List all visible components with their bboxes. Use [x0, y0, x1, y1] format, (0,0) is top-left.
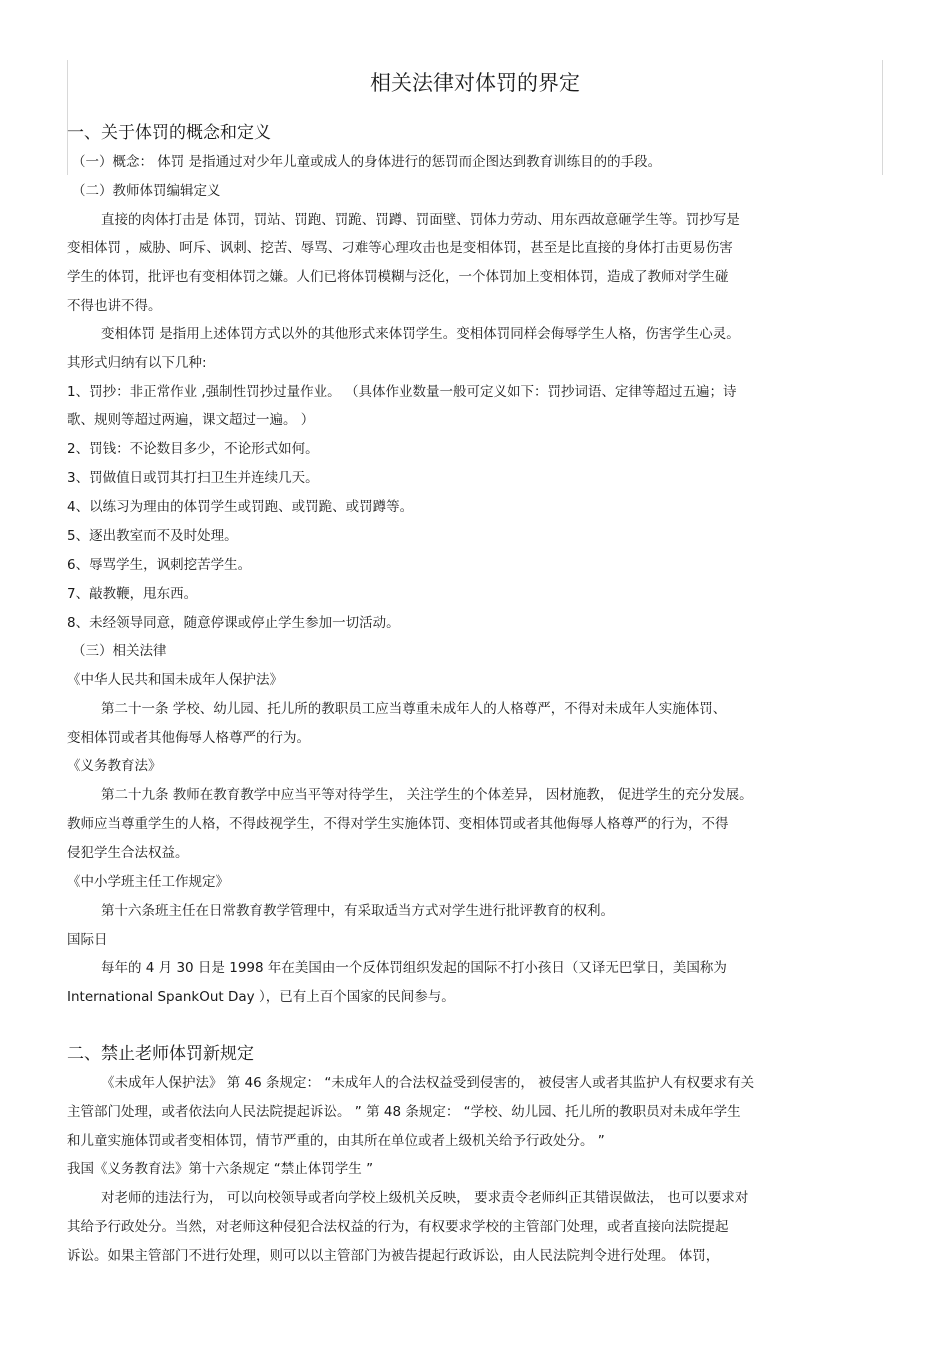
direct-punishment-line: 不得也讲不得。	[67, 298, 162, 314]
law-text: 侵犯学生合法权益。	[67, 845, 189, 861]
direct-punishment-line: 学生的体罚，批评也有变相体罚之嫌。人们已将体罚模糊与泛化，一个体罚加上变相体罚，造成了教师对学生碰	[67, 269, 729, 285]
direct-punishment-line: 变相体罚 ，威胁、呵斥、讽刺、挖苦、辱骂、刁难等心理攻击也是变相体罚，甚至是比直接的身体打击更易伤害	[67, 240, 733, 256]
form-item: 1、罚抄：非正常作业 ,强制性罚抄过量作业。 （具体作业数量一般可定义如下：罚抄词语、定律等超过五遍；诗	[67, 384, 737, 400]
form-item: 5、逐出教室而不及时处理。	[67, 528, 238, 544]
form-item: 6、辱骂学生，讽刺挖苦学生。	[67, 557, 252, 573]
regulation-text: 其给予行政处分。当然，对老师这种侵犯合法权益的行为，有权要求学校的主管部门处理，或者直接向法院提起	[67, 1219, 729, 1235]
regulation-text: 我国《义务教育法》第十六条规定 “禁止体罚学生 ”	[67, 1161, 374, 1177]
law-text: 变相体罚或者其他侮辱人格尊严的行为。	[67, 730, 310, 746]
section-2-heading: 二、禁止老师体罚新规定	[67, 1044, 254, 1064]
international-day-text: 每年的 4 月 30 日是 1998 年在美国由一个反体罚组织发起的国际不打小孩日（又译无巴掌日，美国称为	[101, 960, 727, 976]
form-item: 7、敲教鞭，甩东西。	[67, 586, 198, 602]
section-1-heading: 一、关于体罚的概念和定义	[67, 123, 271, 143]
form-item: 8、未经领导同意，随意停课或停止学生参加一切活动。	[67, 615, 400, 631]
law-title: 《义务教育法》	[67, 758, 162, 774]
law-text: 第十六条班主任在日常教育教学管理中，有采取适当方式对学生进行批评教育的权利。	[101, 903, 614, 919]
forms-intro: 其形式归纳有以下几种:	[67, 355, 207, 371]
law-title: 《中华人民共和国未成年人保护法》	[67, 672, 283, 688]
law-text: 教师应当尊重学生的人格，不得歧视学生，不得对学生实施体罚、变相体罚或者其他侮辱人格尊严的行为，不得	[67, 816, 729, 832]
teacher-definition-heading: （二）教师体罚编辑定义	[72, 183, 221, 199]
related-laws-heading: （三）相关法律	[72, 643, 167, 659]
document-title: 相关法律对体罚的界定	[370, 71, 580, 95]
international-day-title: 国际日	[67, 932, 108, 948]
international-day-text: International SpankOut Day ），已有上百个国家的民间参与。	[67, 989, 455, 1005]
regulation-text: 《未成年人保护法》 第 46 条规定： “未成年人的合法权益受到侵害的， 被侵害人或者其监护人有权要求有关	[101, 1075, 755, 1091]
form-item: 3、罚做值日或罚其打扫卫生并连续几天。	[67, 470, 319, 486]
disguised-punishment-line: 变相体罚 是指用上述体罚方式以外的其他形式来体罚学生。变相体罚同样会侮辱学生人格，伤害学生心灵。	[101, 326, 740, 342]
law-text: 第二十一条 学校、幼儿园、托儿所的教职员工应当尊重未成年人的人格尊严，不得对未成年人实施体罚、	[101, 701, 727, 717]
law-title: 《中小学班主任工作规定》	[67, 874, 229, 890]
direct-punishment-line: 直接的肉体打击是 体罚，罚站、罚跑、罚跪、罚蹲、罚面壁、罚体力劳动、用东西故意砸学生等。罚抄写是	[101, 212, 740, 228]
form-item: 4、以练习为理由的体罚学生或罚跑、或罚跪、或罚蹲等。	[67, 499, 414, 515]
regulation-text: 主管部门处理，或者依法向人民法院提起诉讼。 ” 第 48 条规定： “学校、幼儿园、托儿所的教职员对未成年学生	[67, 1104, 741, 1120]
regulation-text: 诉讼。如果主管部门不进行处理，则可以以主管部门为被告提起行政诉讼，由人民法院判令进行处理。 体罚，	[67, 1248, 720, 1264]
concept-line: （一）概念： 体罚 是指通过对少年儿童或成人的身体进行的惩罚而企图达到教育训练目的的手段。	[72, 154, 662, 170]
regulation-text: 和儿童实施体罚或者变相体罚，情节严重的，由其所在单位或者上级机关给予行政处分。 ”	[67, 1133, 605, 1149]
form-item: 2、罚钱：不论数目多少，不论形式如何。	[67, 441, 319, 457]
law-text: 第二十九条 教师在教育教学中应当平等对待学生， 关注学生的个体差异， 因材施教， 促进学生的充分发展。	[101, 787, 753, 803]
regulation-text: 对老师的违法行为， 可以向校领导或者向学校上级机关反映， 要求责令老师纠正其错误做法， 也可以要求对	[101, 1190, 749, 1206]
form-item: 歌、规则等超过两遍，课文超过一遍。 ）	[67, 412, 315, 428]
